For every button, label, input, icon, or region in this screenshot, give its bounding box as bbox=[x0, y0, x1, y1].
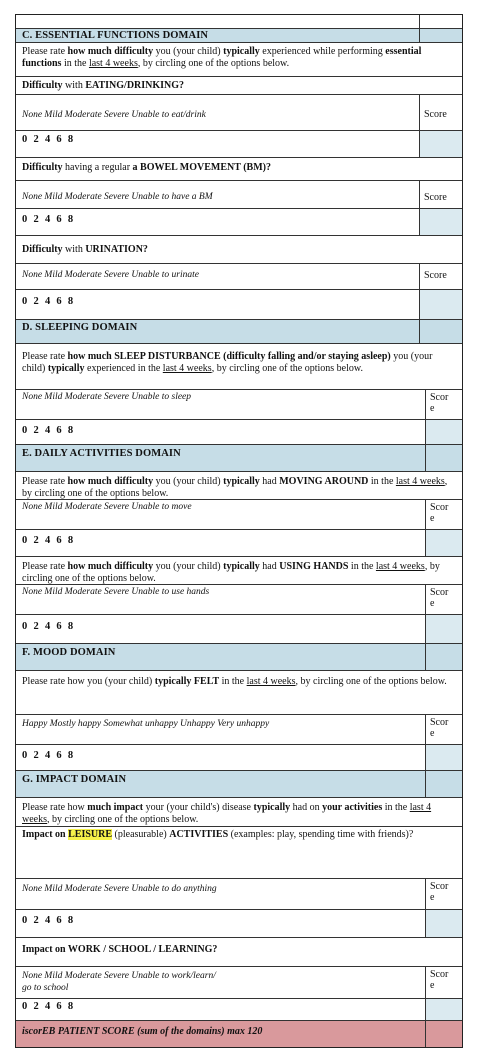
scale-row-eating bbox=[16, 131, 462, 158]
options-row-eating bbox=[16, 95, 462, 107]
options-row-sleep bbox=[16, 390, 462, 420]
instructions-moving-around: Please rate how much difficulty you (your child) typically had MOVING AROUND in the last 4 weeks, by circling one of the options below. bbox=[16, 472, 462, 500]
total-score-row bbox=[16, 1021, 462, 1047]
scale-row-urination bbox=[16, 290, 462, 320]
options-row-mood bbox=[16, 715, 462, 745]
instructions-essential-functions: Please rate how much difficulty you (your child) typically experienced while performing essential functions in the last 4 weeks, by circling one of the options below. bbox=[16, 43, 462, 77]
response-options[interactable]: None Mild Moderate Severe Unable to work/learn/ go to school bbox=[16, 967, 426, 998]
response-options[interactable]: None Mild Moderate Severe Unable to use hands bbox=[16, 585, 426, 614]
score-input-move[interactable] bbox=[426, 530, 462, 556]
scale-row-mood bbox=[16, 745, 462, 771]
scale-row-move bbox=[16, 530, 462, 557]
question-work: Impact on WORK / SCHOOL / LEARNING? bbox=[16, 938, 462, 967]
options-row-work bbox=[16, 967, 462, 999]
section-header-mood bbox=[16, 644, 462, 671]
scale-values[interactable]: 0 2 4 6 8 bbox=[16, 910, 426, 937]
score-input-hands[interactable] bbox=[426, 615, 462, 643]
scale-row-sleep bbox=[16, 420, 462, 445]
score-label: Score bbox=[424, 109, 447, 120]
scale-row-hands bbox=[16, 615, 462, 644]
question-eating: Difficulty with EATING/DRINKING? bbox=[16, 77, 462, 95]
section-header-daily-activities bbox=[16, 445, 462, 472]
scale-values[interactable]: 0 2 4 6 8 bbox=[16, 999, 426, 1020]
highlight-leisure: LEISURE bbox=[68, 829, 113, 840]
score-label: Scor e bbox=[430, 392, 449, 414]
scale-values[interactable]: 0 2 4 6 8 bbox=[16, 290, 420, 319]
section-title: D. SLEEPING DOMAIN bbox=[16, 320, 420, 343]
score-label: Score bbox=[424, 270, 447, 281]
score-input-sleep[interactable] bbox=[426, 420, 462, 444]
options-row-leisure bbox=[16, 879, 462, 910]
section-header-essential-functions bbox=[16, 29, 462, 43]
scale-row-work bbox=[16, 999, 462, 1021]
question-bowel: Difficulty having a regular a BOWEL MOVEMENT (BM)? bbox=[16, 158, 462, 181]
score-label: Scor e bbox=[430, 587, 449, 609]
score-label: Scor e bbox=[430, 881, 449, 903]
scale-row-leisure bbox=[16, 910, 462, 938]
question-urination: Difficulty with URINATION? bbox=[16, 236, 462, 264]
scale-values[interactable]: 0 2 4 6 8 bbox=[16, 530, 426, 556]
question-leisure: Impact on LEISURE (pleasurable) ACTIVITIES (examples: play, spending time with friends)? bbox=[16, 827, 462, 879]
score-label: Score bbox=[424, 192, 447, 203]
response-options[interactable]: None Mild Moderate Severe Unable to have a BM bbox=[16, 181, 420, 208]
section-title: G. IMPACT DOMAIN bbox=[16, 771, 426, 797]
scale-values[interactable]: 0 2 4 6 8 bbox=[16, 615, 426, 643]
score-input-work[interactable] bbox=[426, 999, 462, 1020]
section-header-impact bbox=[16, 771, 462, 798]
response-options[interactable]: None Mild Moderate Severe Unable to do anything bbox=[16, 879, 426, 909]
scale-values[interactable]: 0 2 4 6 8 bbox=[16, 420, 426, 444]
instructions-sleeping: Please rate how much SLEEP DISTURBANCE (difficulty falling and/or staying asleep) you (your child) typically experienced in the last 4 weeks, by circling one of the options below. bbox=[16, 344, 462, 390]
total-score-input[interactable] bbox=[426, 1021, 462, 1047]
score-input-bowel[interactable] bbox=[420, 209, 462, 235]
section-title: F. MOOD DOMAIN bbox=[16, 644, 426, 670]
scale-values[interactable]: 0 2 4 6 8 bbox=[16, 745, 426, 770]
total-score-label: iscorEB PATIENT SCORE (sum of the domains) max 120 bbox=[16, 1021, 426, 1047]
score-input-eating[interactable] bbox=[420, 131, 462, 157]
options-row-hands bbox=[16, 585, 462, 615]
top-stub-row bbox=[16, 15, 462, 29]
score-input-leisure[interactable] bbox=[426, 910, 462, 937]
questionnaire-sheet bbox=[15, 14, 463, 1048]
response-options[interactable]: None Mild Moderate Severe Unable to eat/drink bbox=[16, 107, 420, 130]
scale-values[interactable]: 0 2 4 6 8 bbox=[16, 131, 420, 157]
scale-values[interactable]: 0 2 4 6 8 bbox=[16, 209, 420, 235]
response-options[interactable]: Happy Mostly happy Somewhat unhappy Unhappy Very unhappy bbox=[16, 715, 426, 744]
score-input-urination[interactable] bbox=[420, 290, 462, 319]
section-title: C. ESSENTIAL FUNCTIONS DOMAIN bbox=[16, 29, 420, 42]
instructions-using-hands: Please rate how much difficulty you (your child) typically had USING HANDS in the last 4 weeks, by circling one of the options below. bbox=[16, 557, 462, 585]
section-header-sleeping bbox=[16, 320, 462, 344]
scale-row-bowel bbox=[16, 209, 462, 236]
score-label: Scor e bbox=[430, 717, 449, 739]
section-title: E. DAILY ACTIVITIES DOMAIN bbox=[16, 445, 426, 471]
options-row-eating-text bbox=[16, 107, 462, 131]
options-row-move bbox=[16, 500, 462, 530]
score-input-mood[interactable] bbox=[426, 745, 462, 770]
instructions-mood: Please rate how you (your child) typically FELT in the last 4 weeks, by circling one of the options below. bbox=[16, 671, 462, 715]
options-row-bowel bbox=[16, 181, 462, 209]
instructions-impact: Please rate how much impact your (your child's) disease typically had on your activities in the last 4 weeks, by circling one of the options below. bbox=[16, 798, 462, 827]
score-label: Scor e bbox=[430, 502, 449, 524]
response-options[interactable]: None Mild Moderate Severe Unable to urinate bbox=[16, 264, 420, 289]
response-options[interactable]: None Mild Moderate Severe Unable to move bbox=[16, 500, 426, 529]
response-options[interactable]: None Mild Moderate Severe Unable to sleep bbox=[16, 390, 426, 419]
options-row-urination bbox=[16, 264, 462, 290]
score-label: Scor e bbox=[430, 969, 449, 991]
